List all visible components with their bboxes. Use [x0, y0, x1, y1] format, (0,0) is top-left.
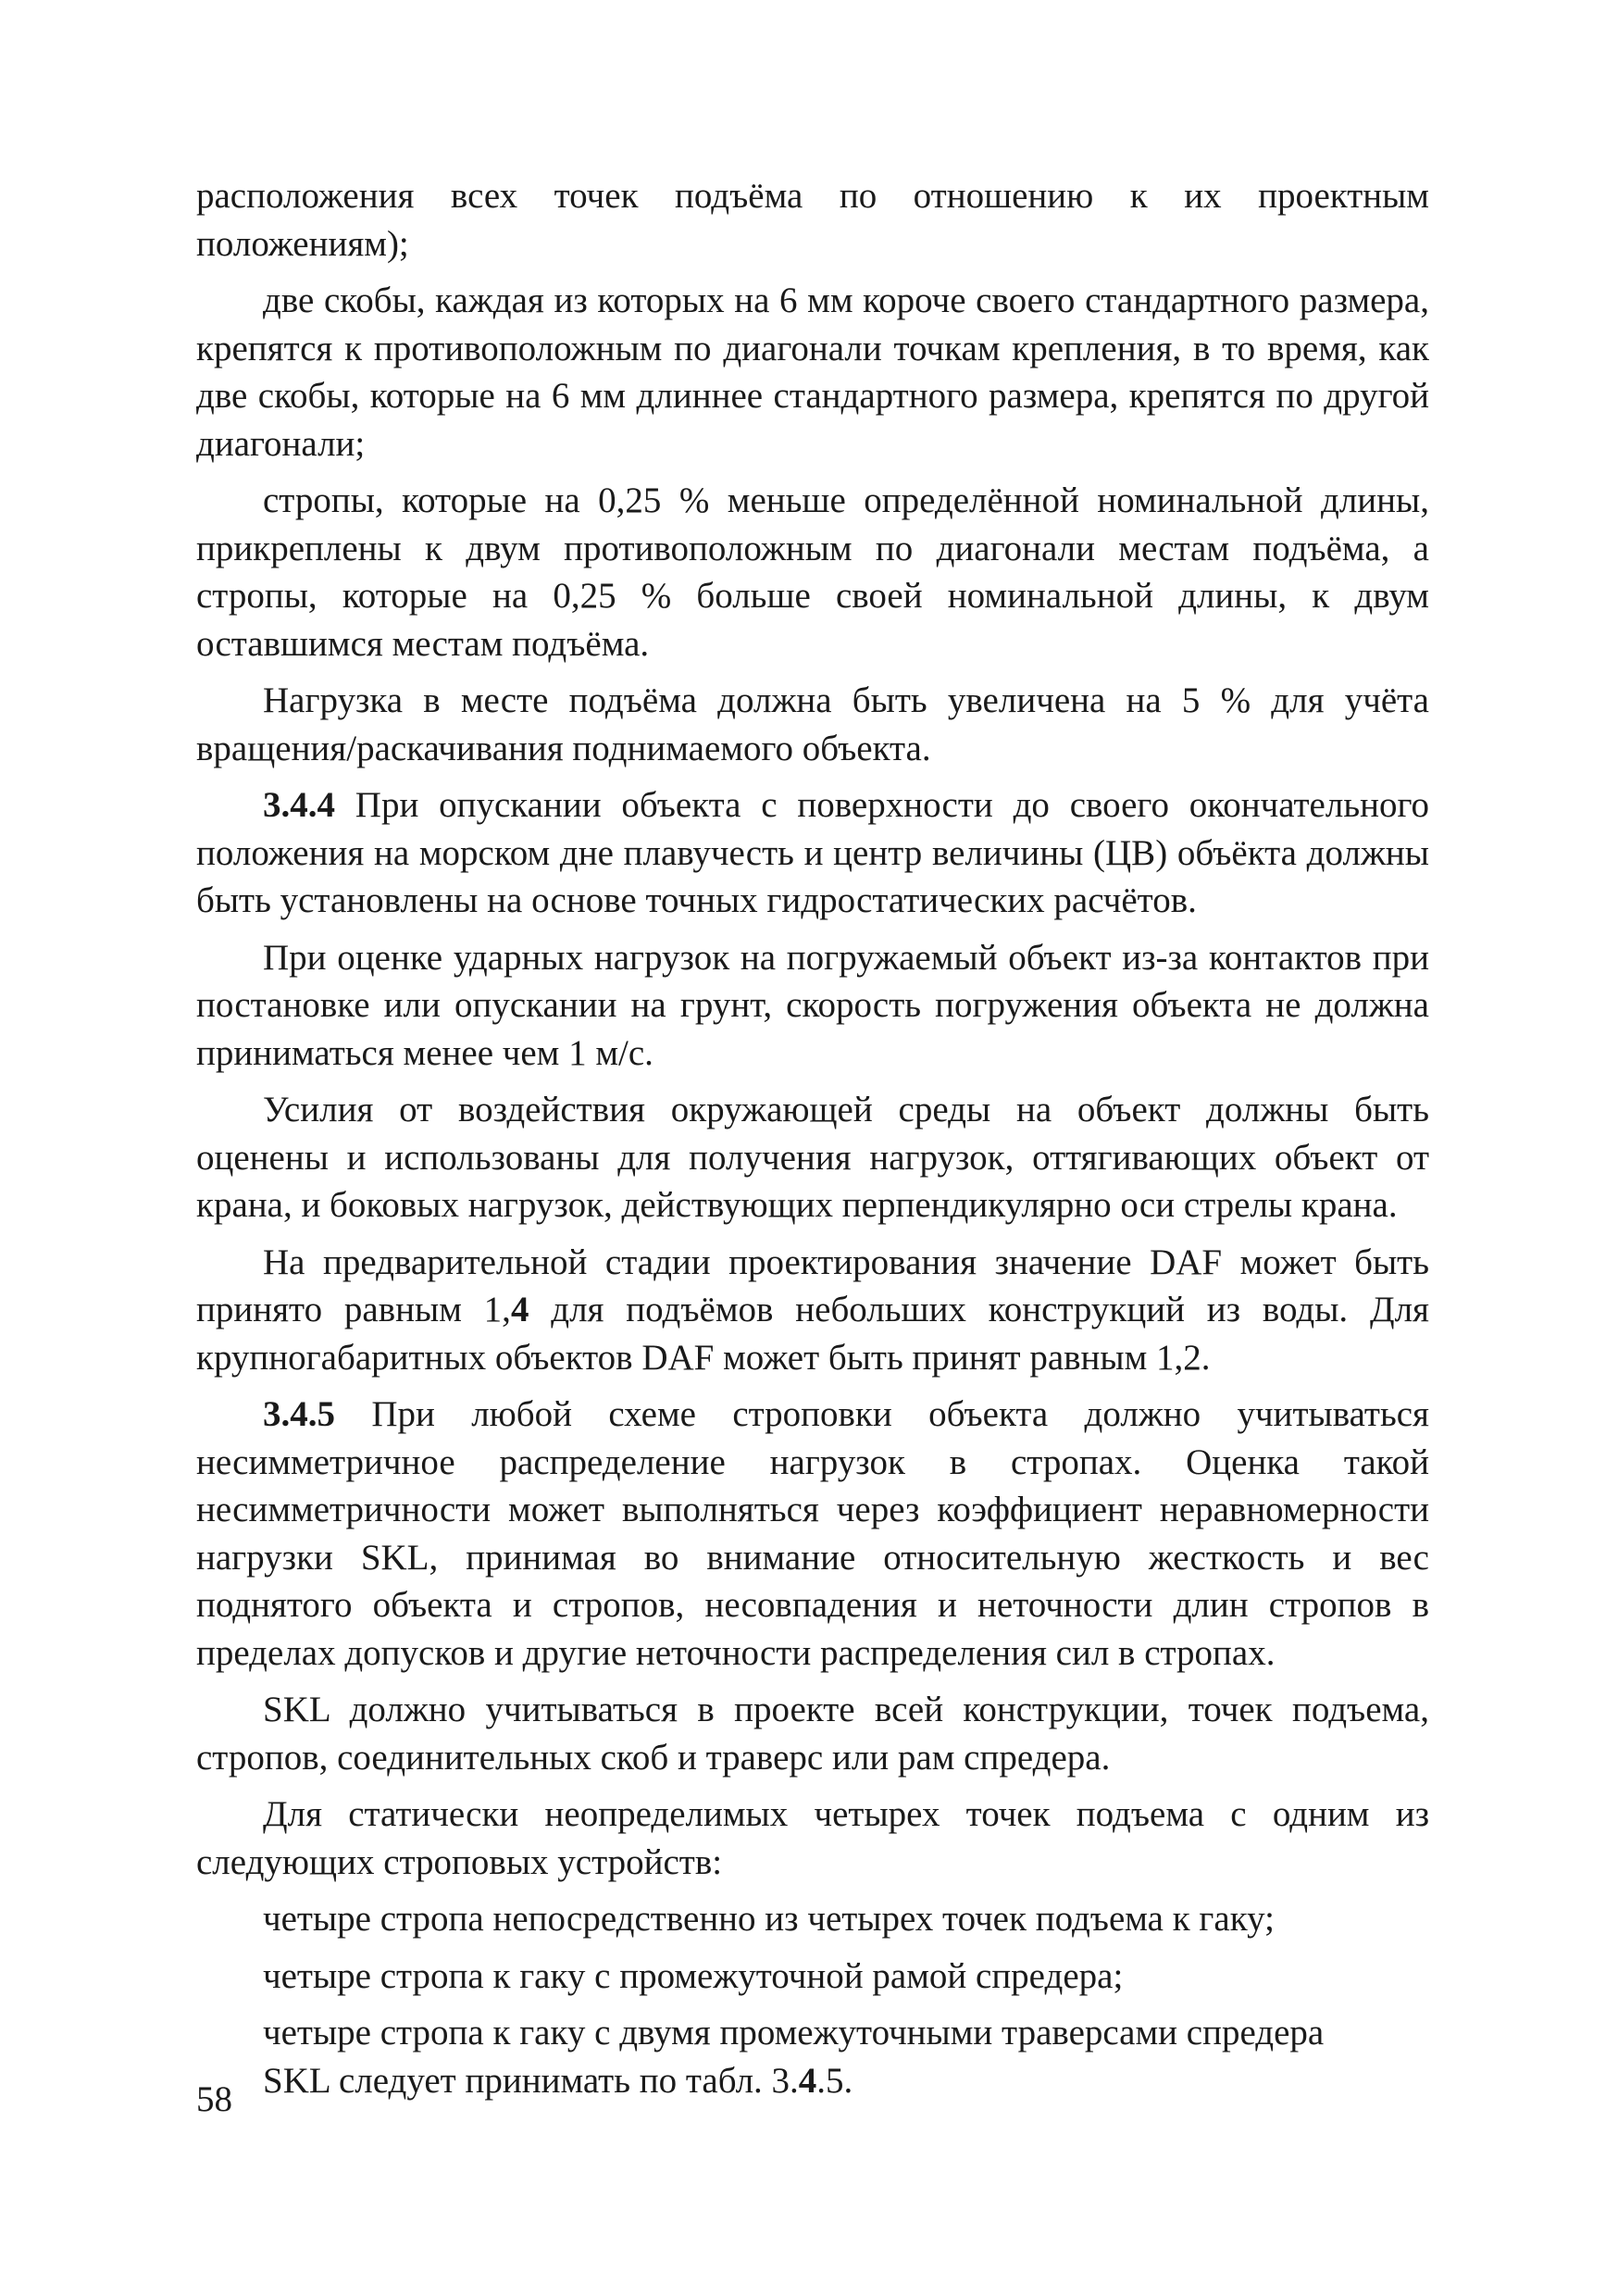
paragraph-impact-loads: При оценке ударных нагрузок на погружаемый объект из-за контактов при постановке или опускании на грунт, скорость погружения объекта не должна приниматься менее чем 1 м/с.: [196, 937, 1429, 1073]
list-item-spreader-beams: четыре стропа к гаку с двумя промежуточными траверсами спредера: [263, 2013, 1325, 2053]
paragraph-four-points: Для статически неопределимых четырех точек подъема с одним из следующих строповых устройств:: [196, 1794, 1429, 1882]
daf-bold-digit: 4: [510, 1290, 529, 1329]
paragraph-skl-table-ref: [196, 2057, 1429, 2105]
page-number: 58: [196, 2079, 232, 2119]
table-ref-bold-digit: 4: [798, 2060, 817, 2101]
paragraph-section-3-4-4: [196, 781, 1429, 925]
section-text: При опускании объекта с поверхности до своего окончательного положения на морском дне плавучесть и центр величины (ЦВ) объёкта должны быть установлены на основе точных гидростатических расчётов.: [196, 785, 1429, 920]
paragraph-daf: [196, 1239, 1429, 1382]
paragraph-slings: стропы, которые на 0,25 % меньше определённой номинальной длины, прикреплены к двум противоположным по диагонали местам подъёма, а стропы, которые на 0,25 % больше своей номинальной длины, к двум оставшимся местам подъёма.: [196, 480, 1429, 664]
paragraph-environment-forces: Усилия от воздействия окружающей среды на объект должны быть оценены и использованы для получения нагрузок, оттягивающих объект от крана, и боковых нагрузок, действующих перпендикулярно оси стрелы крана.: [196, 1090, 1429, 1225]
section-number: 3.4.4: [263, 785, 335, 825]
list-item-four-slings-direct: четыре стропа непосредственно из четырех точек подъема к гаку;: [263, 1899, 1275, 1939]
table-ref-after: .5.: [816, 2060, 853, 2101]
paragraph-section-3-4-5: [196, 1391, 1429, 1677]
daf-text-after: для подъёмов небольших конструкций из воды. Для крупногабаритных объектов DAF может быть принят равным 1,2.: [196, 1290, 1429, 1378]
section-text: При любой схеме строповки объекта должно учитываться несимметричное распределение нагрузок в стропах. Оценка такой несимметричности может выполняться через коэффициент неравномерности нагрузки SKL, принимая во внимание относительную жесткость и вес поднятого объекта и стропов, несовпадения и неточности длин стропов в пределах допусков и другие неточности распределения сил в стропах.: [196, 1394, 1429, 1673]
daf-text-before: На предварительной стадии проектирования значение DAF может быть принято равным 1,: [196, 1242, 1429, 1329]
section-number: 3.4.5: [263, 1394, 335, 1434]
paragraph-shackles: две скобы, каждая из которых на 6 мм короче своего стандартного размера, крепятся к противоположным по диагонали точкам крепления, в то время, как две скобы, которые на 6 мм длиннее стандартного размера, крепятся по другой диагонали;: [196, 281, 1429, 464]
paragraph-load-increase: Нагрузка в месте подъёма должна быть увеличена на 5 % для учёта вращения/раскачивания поднимаемого объекта.: [196, 680, 1429, 768]
list-item-spreader-frame: четыре стропа к гаку с промежуточной рамой спредера;: [263, 1955, 1124, 1996]
page-body: [196, 172, 1429, 2104]
table-ref-before: SKL следует принимать по табл. 3.: [263, 2060, 799, 2101]
paragraph-skl-design: SKL должно учитываться в проекте всей конструкции, точек подъема, стропов, соединительных скоб и траверс или рам спредера.: [196, 1690, 1429, 1778]
paragraph-continuation: расположения всех точек подъёма по отношению к их проектным положениям);: [196, 176, 1429, 264]
